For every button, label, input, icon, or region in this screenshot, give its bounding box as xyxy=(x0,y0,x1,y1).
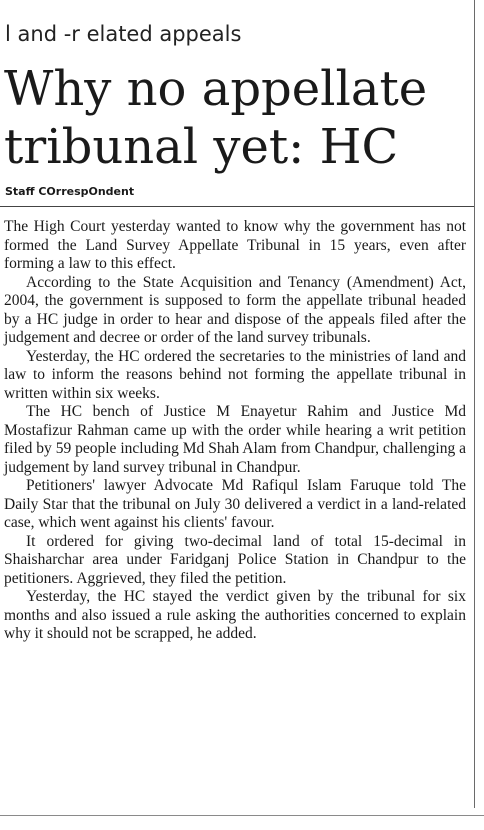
byline: Staff COrrespOndent xyxy=(5,185,135,198)
bottom-divider xyxy=(0,815,484,816)
paragraph: Yesterday, the HC ordered the secretaries to the ministries of land and law to inform the reasons behind not forming the appellate tribunal in written within six weeks. xyxy=(4,347,466,402)
paragraph: Petitioners' lawyer Advocate Md Rafiqul Islam Faruque told The Daily Star that the tribunal on July 30 delivered a verdict in a land-related case, which went against his clients' favour. xyxy=(4,477,466,531)
article-body xyxy=(4,218,466,644)
paragraph: The High Court yesterday wanted to know why the government has not formed the Land Survey Appellate Tribunal in 15 years, even after forming a law to this effect. xyxy=(4,218,466,272)
column-divider xyxy=(474,0,475,808)
section-kicker: l and -r elated appeals xyxy=(5,22,242,46)
headline-line-2: tribunal yet: HC xyxy=(4,119,399,175)
paragraph: According to the State Acquisition and Tenancy (Amendment) Act, 2004, the government is supposed to form the appellate tribunal headed by a HC judge in order to hear and dispose of the appeals filed after the judgement and decree or order of the land survey tribunals. xyxy=(4,273,466,346)
paragraph: It ordered for giving two-decimal land of total 15-decimal in Shaisharchar area under Faridganj Police Station in Chandpur to the petitioners. Aggrieved, they filed the petition. xyxy=(4,532,466,587)
headline xyxy=(4,60,464,176)
paragraph: The HC bench of Justice M Enayetur Rahim and Justice Md Mostafizur Rahman came up with the order while hearing a writ petition filed by 59 people including Md Shah Alam from Chandpur, challenging a judgement by land survey tribunal in Chandpur. xyxy=(4,403,466,476)
paragraph: Yesterday, the HC stayed the verdict given by the tribunal for six months and also issued a rule asking the authorities concerned to explain why it should not be scrapped, he added. xyxy=(4,588,466,642)
byline-divider xyxy=(0,206,474,207)
headline-line-1: Why no appellate xyxy=(4,61,428,117)
